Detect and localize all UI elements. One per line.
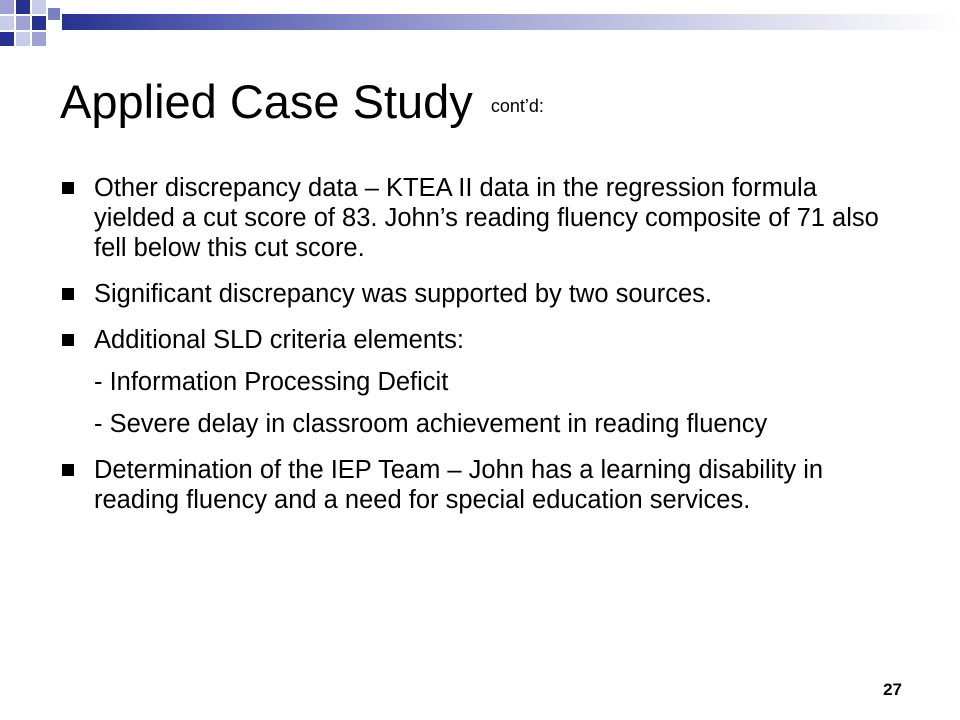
mosaic-square (0, 16, 14, 30)
bullet-list (60, 173, 890, 515)
mosaic-square (0, 0, 14, 14)
bullet-item: Other discrepancy data – KTEA II data in the regression formula yielded a cut score of 83. John’s reading fluency composite of 71 also fell below this cut score. (60, 173, 890, 263)
bullet-item: Significant discrepancy was supported by two sources. (60, 279, 890, 309)
mosaic-square (0, 32, 14, 46)
bullet-item: Determination of the IEP Team – John has a learning disability in reading fluency and a need for special education services. (60, 455, 890, 515)
sub-item: - Information Processing Deficit (94, 368, 449, 396)
mosaic-square (32, 32, 46, 46)
mosaic-square (32, 16, 46, 30)
mosaic-square (16, 0, 30, 14)
mosaic-square (16, 32, 30, 46)
mosaic-square (48, 8, 60, 20)
sub-item: - Severe delay in classroom achievement in reading fluency (94, 410, 768, 438)
title-text: Applied Case Study (60, 75, 473, 128)
mosaic-square (16, 16, 30, 30)
bullet-item: Additional SLD criteria elements: (60, 325, 890, 355)
header-gradient-bar (62, 14, 960, 30)
title-suffix: cont’d: (490, 96, 544, 116)
page-number: 27 (883, 680, 902, 699)
mosaic-square (32, 0, 46, 14)
slide-title (60, 74, 544, 134)
